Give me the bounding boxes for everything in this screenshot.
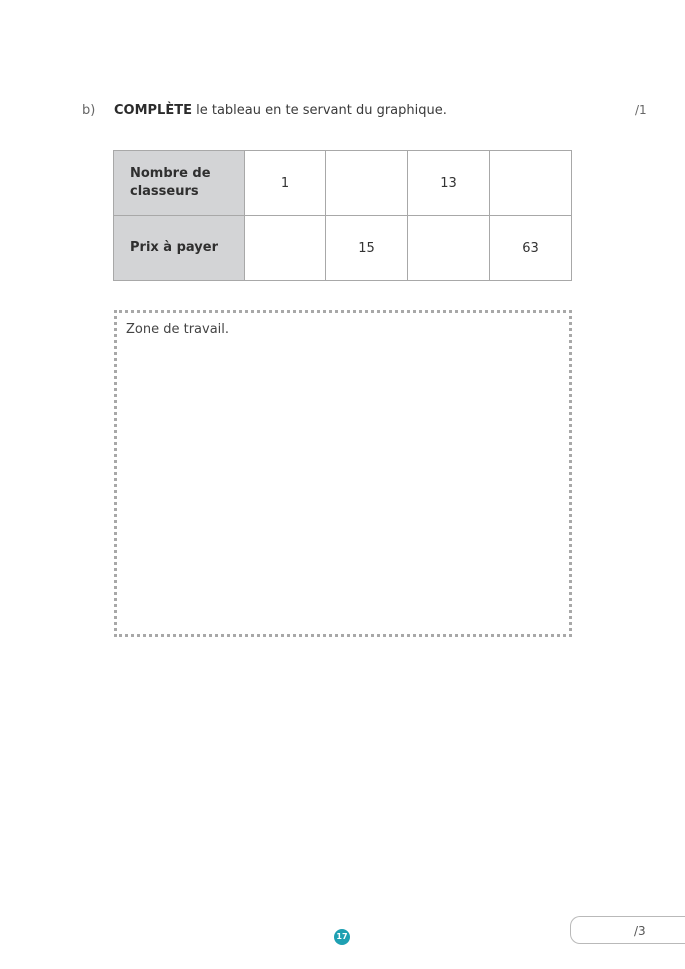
row-header-prix: Prix à payer [114, 216, 245, 281]
instruction-text: le tableau en te servant du graphique. [191, 103, 447, 118]
instruction-keyword: COMPLÈTE [114, 103, 192, 118]
question-instruction [114, 103, 447, 118]
table-cell[interactable]: 63 [490, 216, 572, 281]
table-cell[interactable] [408, 216, 490, 281]
table-cell[interactable] [326, 151, 408, 216]
table-row-prix [114, 216, 572, 281]
question-score: /1 [635, 103, 647, 117]
table-row-classeurs [114, 151, 572, 216]
total-score-box [570, 916, 685, 944]
total-score: /3 [634, 924, 646, 938]
question-letter: b) [82, 103, 96, 118]
table-cell[interactable]: 13 [408, 151, 490, 216]
table-cell[interactable] [245, 216, 326, 281]
table-cell[interactable]: 15 [326, 216, 408, 281]
table-cell[interactable] [490, 151, 572, 216]
work-zone[interactable] [114, 310, 572, 637]
answer-table [113, 150, 572, 281]
page-number-badge: 17 [334, 929, 350, 945]
row-header-classeurs: Nombre de classeurs [114, 151, 245, 216]
work-zone-label: Zone de travail. [126, 322, 230, 337]
table-cell[interactable]: 1 [245, 151, 326, 216]
